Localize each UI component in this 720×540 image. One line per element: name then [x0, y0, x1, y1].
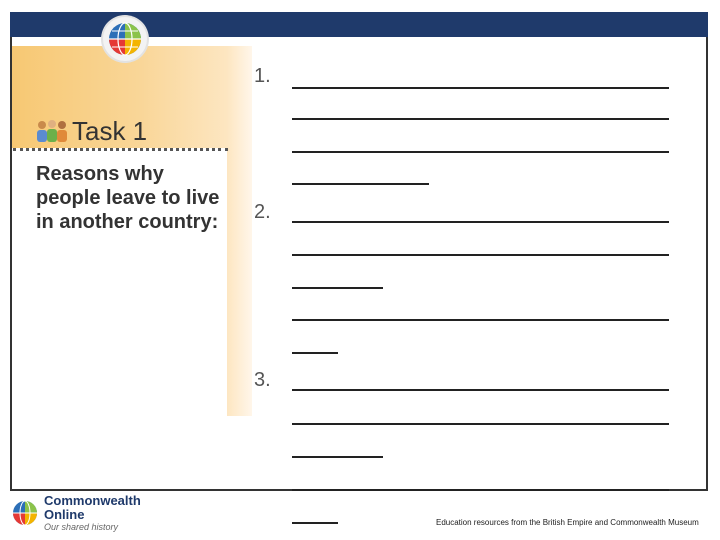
answer-number-2: 2.	[254, 201, 271, 223]
task-title	[34, 116, 147, 146]
answer-line[interactable]	[292, 87, 669, 89]
answer-line[interactable]	[292, 254, 669, 256]
logo-name: Commonwealth Online	[44, 493, 141, 522]
answer-line[interactable]	[292, 389, 669, 391]
answer-number-1: 1.	[254, 65, 271, 87]
globe-logo-icon	[103, 17, 147, 61]
side-stripe	[227, 46, 252, 416]
answer-line[interactable]	[292, 456, 383, 458]
answer-line[interactable]	[292, 319, 669, 321]
answer-line[interactable]	[292, 423, 669, 425]
answer-line[interactable]	[292, 151, 669, 153]
answer-line[interactable]	[292, 352, 338, 354]
title-divider	[13, 148, 228, 151]
people-icon	[34, 118, 70, 144]
answer-number-3: 3.	[254, 369, 271, 391]
answer-line[interactable]	[292, 522, 338, 524]
logo-tagline: Our shared history	[44, 522, 119, 532]
commonwealth-logo	[10, 495, 170, 531]
commonwealth-globe-icon	[10, 498, 40, 528]
answer-line[interactable]	[292, 489, 669, 491]
answer-line[interactable]	[292, 183, 429, 185]
answer-line[interactable]	[292, 118, 669, 120]
answer-line[interactable]	[292, 287, 383, 289]
task-prompt: Reasons why people leave to live in another country:	[36, 163, 220, 233]
answer-line[interactable]	[292, 221, 669, 223]
task-title-text: Task 1	[72, 115, 148, 146]
footer-credit: Education resources from the British Empire and Commonwealth Museum	[436, 518, 699, 527]
